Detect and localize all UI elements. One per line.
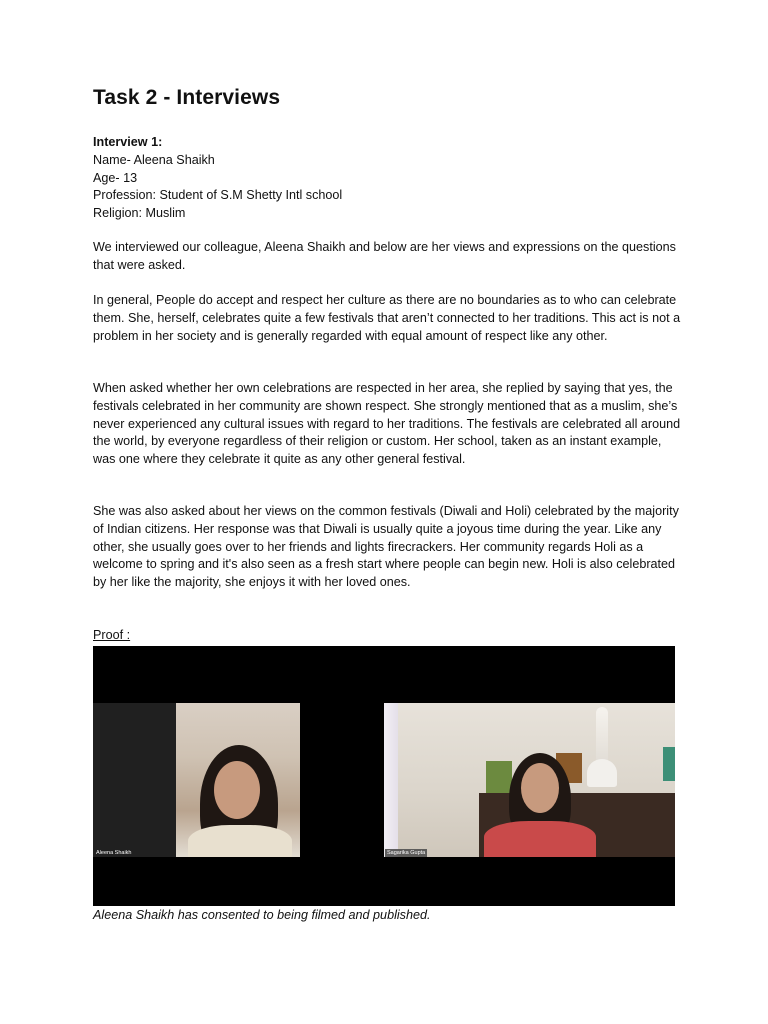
proof-label: Proof : [93,628,131,642]
paragraph-intro [93,239,683,275]
interviewee-name: Name- Aleena Shaikh [93,152,215,167]
right-participant-video [384,703,675,857]
interviewee-profession: Profession: Student of S.M Shetty Intl school [93,188,343,203]
right-participant-name: Sagarika Gupta [387,850,426,856]
paragraph-celebrations [93,380,683,469]
left-participant-name: Aleena Shaikh [96,850,132,856]
paragraph-text: She was also asked about her views on the common festivals (Diwali and Holi) celebrated by the majority of Indian citizens. Her response was that Diwali is usually quite a joyous time during the year. Like any other, she usually goes over to her friends and lights firecrackers. Her community regards Holi as a welcome to spring and it's also seen as a fresh start where people can begin new. Holi is also celebrated by her like the majority, she enjoys it with her loved ones. [93,504,679,590]
paragraph-text: We interviewed our colleague, Aleena Shaikh and below are her views and expressions on the questions that were asked. [93,240,676,272]
left-participant-video [176,703,300,857]
paragraph-text: In general, People do accept and respect her culture as there are no boundaries as to who can celebrate them. She, herself, celebrates quite a few festivals that aren’t connected to her traditions. This act is not a problem in her society and is generally regarded with equal amount of respect like any other. [93,293,681,343]
paragraph-festivals [93,503,683,592]
page-title: Task 2 - Interviews [93,86,281,109]
interviewee-age: Age- 13 [93,170,138,185]
interview-details [93,134,683,223]
image-caption: Aleena Shaikh has consented to being filmed and published. [93,908,431,922]
interviewee-religion: Religion: Muslim [93,206,186,221]
paragraph-general [93,292,683,345]
paragraph-text: When asked whether her own celebrations are respected in her area, she replied by saying that yes, the festivals celebrated in her community are shown respect. She strongly mentioned that as a muslim, she’s never experienced any cultural issues with regard to her traditions. The festivals are celebrated all around the world, by everyone regardless of their religion or custom. Her school, taken as an instant example, was one where they celebrate it quite as any other general festival. [93,381,681,467]
video-call-screenshot [93,646,675,906]
interview-heading: Interview 1: [93,135,163,149]
